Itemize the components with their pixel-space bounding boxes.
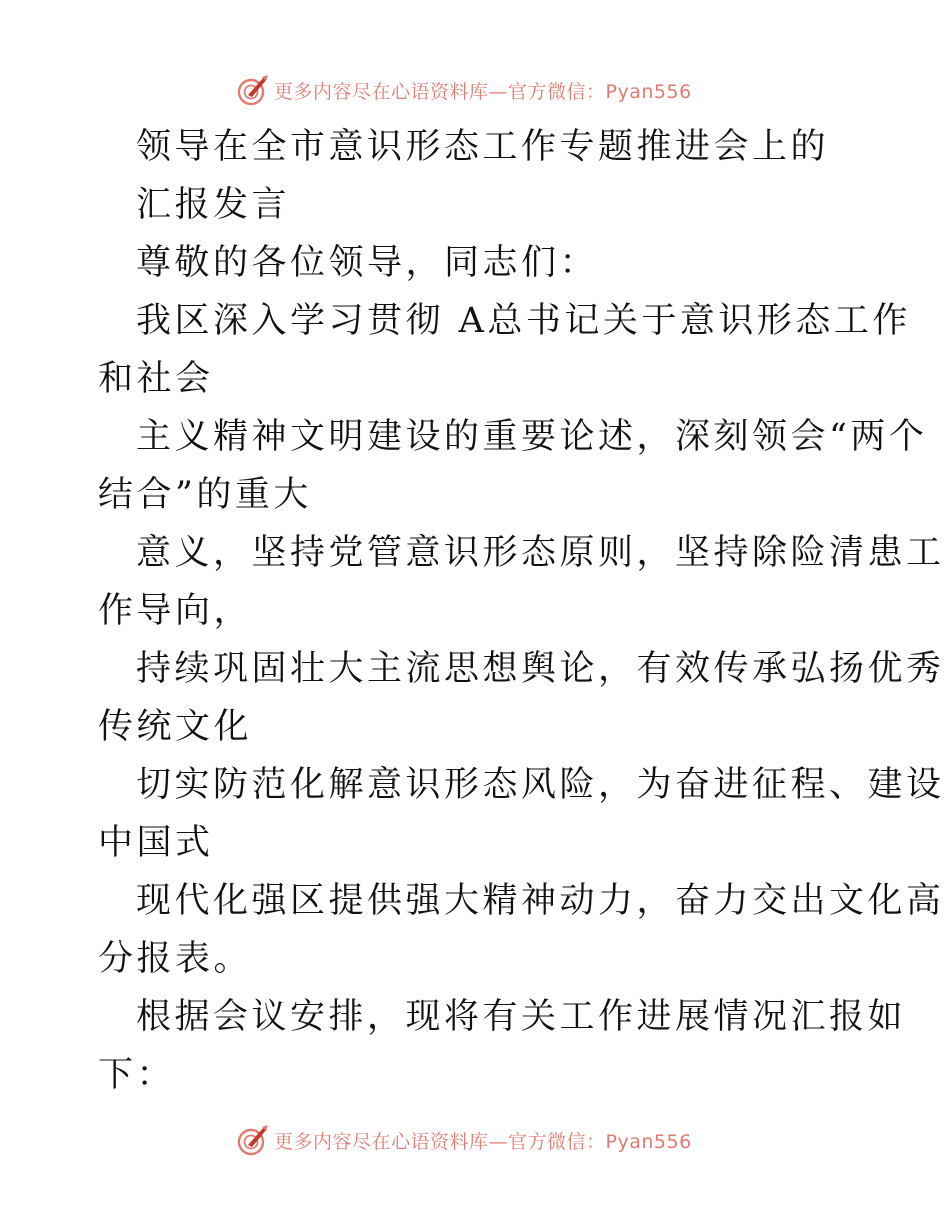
watermark-text [274, 1127, 692, 1154]
paragraph-line: 持续巩固壮大主流思想舆论，有效传承弘扬优秀 [136, 649, 945, 689]
paragraph-line: 切实防范化解意识形态风险，为奋进征程、建设 [136, 765, 945, 805]
paragraph-line: 意义，坚持党管意识形态原则，坚持除险清患工 [136, 533, 945, 573]
paragraph-line: 主义精神文明建设的重要论述，深刻领会“两个 [136, 417, 928, 457]
paragraph-line: 现代化强区提供强大精神动力，奋力交出文化高 [136, 881, 945, 921]
watermark-wechat-id: Pyan556 [605, 1130, 692, 1153]
paragraph-line: 传统文化 [98, 707, 253, 747]
header-watermark [236, 72, 692, 108]
quill-logo-icon [236, 1123, 270, 1157]
salutation: 尊敬的各位领导，同志们： [136, 243, 599, 283]
paragraph-line: 和社会 [98, 359, 214, 399]
paragraph-line: 分报表。 [98, 939, 253, 979]
title-line-1: 领导在全市意识形态工作专题推进会上的 [136, 127, 830, 167]
paragraph-line: 作导向， [98, 591, 253, 631]
watermark-text [274, 77, 692, 104]
paragraph-line: 下： [98, 1055, 176, 1095]
paragraph-line: 结合”的重大 [98, 475, 312, 515]
paragraph-line: 我区深入学习贯彻 A总书记关于意识形态工作 [136, 301, 911, 341]
watermark-wechat-id: Pyan556 [605, 80, 692, 103]
paragraph-line: 中国式 [98, 823, 214, 863]
title-line-2: 汇报发言 [136, 185, 291, 225]
watermark-label: 更多内容尽在心语资料库—官方微信： [274, 1130, 606, 1153]
footer-watermark [236, 1122, 692, 1158]
paragraph-line: 根据会议安排，现将有关工作进展情况汇报如 [136, 997, 907, 1037]
quill-logo-icon [236, 73, 270, 107]
watermark-label: 更多内容尽在心语资料库—官方微信： [274, 80, 606, 103]
